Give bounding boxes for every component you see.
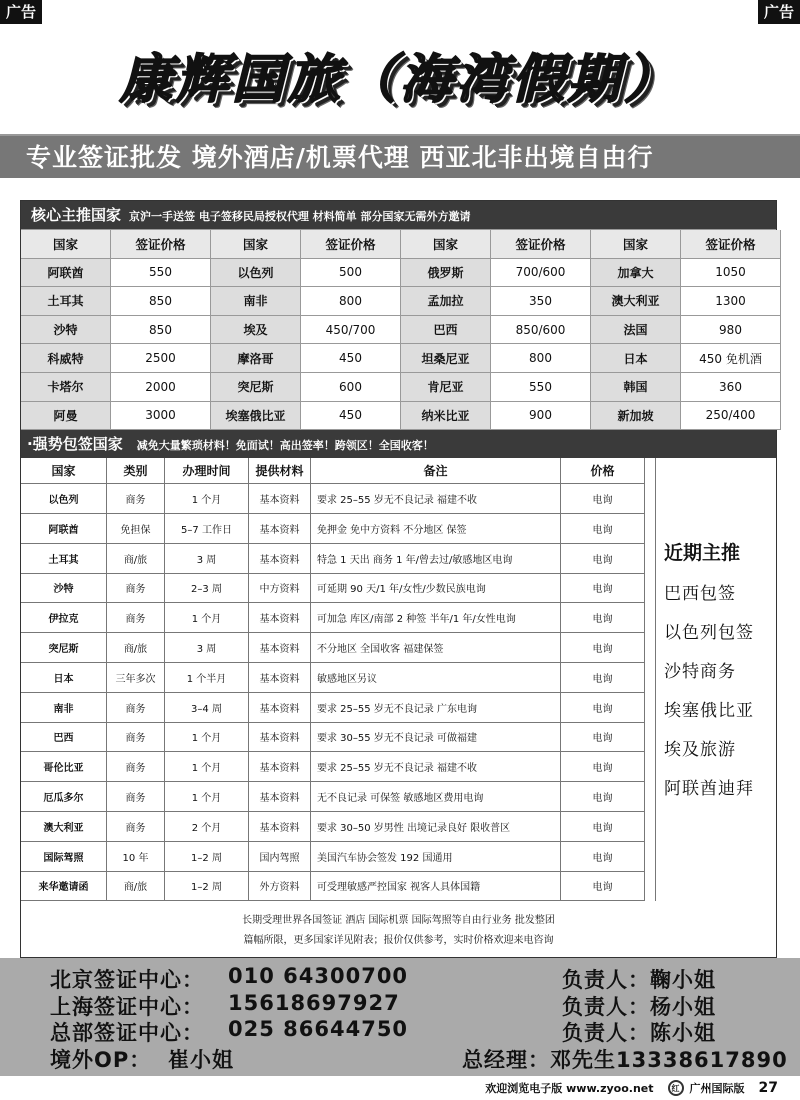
remarks-cell: 要求 30–50 岁男性 出境记录良好 限收普区 [311, 812, 561, 842]
country-cell: 法国 [591, 316, 681, 345]
recent-recommendations [655, 458, 776, 901]
price-cell: 850/600 [491, 316, 591, 345]
category-cell: 商/旅 [107, 872, 165, 902]
column-header: 国家 [401, 230, 491, 259]
materials-cell: 基本资料 [249, 544, 311, 574]
price-cell: 电询 [561, 842, 645, 872]
duration-cell: 1 个月 [165, 603, 249, 633]
price-cell: 2500 [111, 344, 211, 373]
country-cell: 澳大利亚 [21, 812, 107, 842]
remarks-cell: 免押金 免中方资料 不分地区 保签 [311, 514, 561, 544]
country-cell: 沙特 [21, 574, 107, 604]
duration-cell: 5–7 工作日 [165, 514, 249, 544]
contact-row [50, 991, 800, 1018]
column-header: 国家 [21, 230, 111, 259]
ad-label-right: 广告 [758, 0, 800, 24]
services-banner: 专业签证批发 境外酒店/机票代理 西亚北非出境自由行 [0, 134, 800, 178]
materials-cell: 基本资料 [249, 633, 311, 663]
recent-item: 阿联酋迪拜 [664, 779, 754, 800]
country-cell: 以色列 [211, 259, 301, 288]
visa-panel [20, 200, 777, 958]
country-cell: 纳米比亚 [401, 402, 491, 431]
price-cell: 电询 [561, 693, 645, 723]
materials-cell: 基本资料 [249, 663, 311, 693]
country-cell: 南非 [211, 287, 301, 316]
column-header: 签证价格 [111, 230, 211, 259]
contact-phone: 010 64300700 [228, 964, 409, 988]
category-cell: 免担保 [107, 514, 165, 544]
country-cell: 突尼斯 [211, 373, 301, 402]
page-footer [0, 1076, 800, 1100]
recent-item: 巴西包签 [664, 584, 736, 605]
remarks-cell: 要求 25–55 岁无不良记录 福建不收 [311, 752, 561, 782]
remarks-cell: 可受理敏感严控国家 视客人具体国籍 [311, 872, 561, 902]
contact-block [0, 958, 800, 1076]
country-cell: 日本 [591, 344, 681, 373]
country-cell: 来华邀请函 [21, 872, 107, 902]
price-cell: 450 免机酒 [681, 344, 781, 373]
materials-cell: 基本资料 [249, 693, 311, 723]
op-name: 崔小姐 [168, 1047, 234, 1072]
price-cell: 电询 [561, 872, 645, 902]
category-cell: 商务 [107, 752, 165, 782]
duration-cell: 3 周 [165, 633, 249, 663]
materials-cell: 国内驾照 [249, 842, 311, 872]
price-cell: 700/600 [491, 259, 591, 288]
contact-label: 北京签证中心： [50, 968, 204, 992]
package-countries-header [21, 430, 776, 458]
remarks-cell: 要求 30–55 岁无不良记录 可做福建 [311, 723, 561, 753]
category-cell: 商/旅 [107, 633, 165, 663]
price-cell: 电询 [561, 484, 645, 514]
contact-phone: 025 86644750 [228, 1017, 409, 1041]
country-cell: 俄罗斯 [401, 259, 491, 288]
country-cell: 新加坡 [591, 402, 681, 431]
price-cell: 电询 [561, 723, 645, 753]
country-cell: 卡塔尔 [21, 373, 111, 402]
country-cell: 哥伦比亚 [21, 752, 107, 782]
price-cell: 电询 [561, 603, 645, 633]
country-cell: 土耳其 [21, 287, 111, 316]
duration-cell: 1 个月 [165, 752, 249, 782]
op-label: 境外OP： [50, 1047, 152, 1072]
price-cell: 980 [681, 316, 781, 345]
category-cell: 三年多次 [107, 663, 165, 693]
contact-label: 总部签证中心： [50, 1021, 204, 1045]
duration-cell: 1–2 周 [165, 872, 249, 902]
price-cell: 电询 [561, 782, 645, 812]
country-cell: 澳大利亚 [591, 287, 681, 316]
package-table [21, 458, 655, 901]
column-header: 价格 [561, 458, 645, 484]
materials-cell: 基本资料 [249, 603, 311, 633]
price-cell: 550 [111, 259, 211, 288]
edition-name: 广州国际版 [689, 1082, 745, 1095]
country-cell: 巴西 [21, 723, 107, 753]
price-cell: 2000 [111, 373, 211, 402]
column-header: 国家 [211, 230, 301, 259]
page-number: 27 [758, 1080, 778, 1096]
country-cell: 突尼斯 [21, 633, 107, 663]
recent-item: 埃塞俄比亚 [664, 701, 754, 722]
column-header: 签证价格 [301, 230, 401, 259]
duration-cell: 2–3 周 [165, 574, 249, 604]
price-cell: 900 [491, 402, 591, 431]
country-cell: 孟加拉 [401, 287, 491, 316]
category-cell: 商务 [107, 693, 165, 723]
price-cell: 450/700 [301, 316, 401, 345]
recent-item: 埃及旅游 [664, 740, 736, 761]
category-cell: 商务 [107, 812, 165, 842]
country-cell: 科威特 [21, 344, 111, 373]
price-cell: 电询 [561, 514, 645, 544]
recent-item: 以色列包签 [664, 623, 754, 644]
country-cell: 摩洛哥 [211, 344, 301, 373]
country-cell: 国际驾照 [21, 842, 107, 872]
country-cell: 埃及 [211, 316, 301, 345]
op-row [50, 1044, 800, 1071]
remarks-cell: 可延期 90 天/1 年/女性/少数民族电询 [311, 574, 561, 604]
duration-cell: 2 个月 [165, 812, 249, 842]
duration-cell: 1 个半月 [165, 663, 249, 693]
duration-cell: 3–4 周 [165, 693, 249, 723]
materials-cell: 外方资料 [249, 872, 311, 902]
category-cell: 10 年 [107, 842, 165, 872]
price-cell: 600 [301, 373, 401, 402]
country-cell: 阿联酋 [21, 259, 111, 288]
category-cell: 商务 [107, 484, 165, 514]
price-cell: 350 [491, 287, 591, 316]
category-cell: 商/旅 [107, 544, 165, 574]
country-cell: 加拿大 [591, 259, 681, 288]
price-cell: 电询 [561, 544, 645, 574]
contact-manager: 负责人：陈小姐 [562, 1021, 716, 1045]
country-cell: 以色列 [21, 484, 107, 514]
materials-cell: 基本资料 [249, 812, 311, 842]
price-cell: 850 [111, 316, 211, 345]
category-cell: 商务 [107, 603, 165, 633]
price-cell: 360 [681, 373, 781, 402]
column-header: 类别 [107, 458, 165, 484]
package-title: ·强势包签国家 [27, 435, 123, 454]
recent-item: 沙特商务 [664, 662, 736, 683]
country-cell: 阿曼 [21, 402, 111, 431]
remarks-cell: 无不良记录 可保签 敏感地区费用电询 [311, 782, 561, 812]
column-header: 国家 [591, 230, 681, 259]
column-header: 签证价格 [491, 230, 591, 259]
remarks-cell: 要求 25–55 岁无不良记录 广东电询 [311, 693, 561, 723]
country-cell: 埃塞俄比亚 [211, 402, 301, 431]
invite-text: 欢迎浏览电子版 www.zyoo.net [485, 1082, 654, 1095]
category-cell: 商务 [107, 782, 165, 812]
price-cell: 电询 [561, 574, 645, 604]
package-table-wrap [21, 458, 776, 901]
country-cell: 坦桑尼亚 [401, 344, 491, 373]
contact-row [50, 964, 800, 991]
panel-footer [21, 901, 776, 951]
materials-cell: 基本资料 [249, 484, 311, 514]
duration-cell: 1 个月 [165, 484, 249, 514]
column-header: 提供材料 [249, 458, 311, 484]
price-cell: 3000 [111, 402, 211, 431]
price-cell: 电询 [561, 663, 645, 693]
remarks-cell: 美国汽车协会签发 192 国通用 [311, 842, 561, 872]
country-cell: 韩国 [591, 373, 681, 402]
core-price-table [21, 229, 776, 430]
column-header: 国家 [21, 458, 107, 484]
package-subtitle: 减免大量繁琐材料！免面试！高出签率！跨领区！全国收客！ [136, 439, 434, 453]
price-cell: 电询 [561, 633, 645, 663]
category-cell: 商务 [107, 723, 165, 753]
duration-cell: 1 个月 [165, 782, 249, 812]
remarks-cell: 要求 25–55 岁无不良记录 福建不收 [311, 484, 561, 514]
materials-cell: 基本资料 [249, 782, 311, 812]
price-cell: 800 [491, 344, 591, 373]
core-subtitle: 京沪一手送签 电子签移民局授权代理 材料简单 部分国家无需外方邀请 [129, 210, 471, 223]
column-header: 备注 [311, 458, 561, 484]
remarks-cell: 特急 1 天出 商务 1 年/曾去过/敏感地区电询 [311, 544, 561, 574]
publication-logo-icon: 红 [668, 1080, 684, 1096]
price-cell: 550 [491, 373, 591, 402]
contact-manager: 负责人：杨小姐 [562, 994, 716, 1019]
price-cell: 电询 [561, 812, 645, 842]
brand-title: 康辉国旅（海湾假期） [119, 49, 680, 110]
recent-title: 近期主推 [664, 542, 741, 565]
price-cell: 250/400 [681, 402, 781, 431]
materials-cell: 基本资料 [249, 723, 311, 753]
column-header: 办理时间 [165, 458, 249, 484]
country-cell: 厄瓜多尔 [21, 782, 107, 812]
contact-phone: 15618697927 [228, 990, 400, 1015]
column-header: 签证价格 [681, 230, 781, 259]
duration-cell: 1–2 周 [165, 842, 249, 872]
contact-manager: 负责人：鞠小姐 [562, 968, 716, 992]
country-cell: 土耳其 [21, 544, 107, 574]
price-cell: 850 [111, 287, 211, 316]
materials-cell: 基本资料 [249, 752, 311, 782]
price-cell: 1300 [681, 287, 781, 316]
price-cell: 电询 [561, 752, 645, 782]
country-cell: 沙特 [21, 316, 111, 345]
general-manager: 总经理：邓先生13338617890 [462, 1047, 788, 1072]
remarks-cell: 可加急 库区/南部 2 种签 半年/1 年/女性电询 [311, 603, 561, 633]
country-cell: 阿联酋 [21, 514, 107, 544]
duration-cell: 3 周 [165, 544, 249, 574]
duration-cell: 1 个月 [165, 723, 249, 753]
contact-label: 上海签证中心： [50, 994, 204, 1019]
country-cell: 日本 [21, 663, 107, 693]
country-cell: 巴西 [401, 316, 491, 345]
country-cell: 肯尼亚 [401, 373, 491, 402]
category-cell: 商务 [107, 574, 165, 604]
country-cell: 南非 [21, 693, 107, 723]
remarks-cell: 敏感地区另议 [311, 663, 561, 693]
country-cell: 伊拉克 [21, 603, 107, 633]
core-title: 核心主推国家 [31, 206, 122, 224]
core-countries-header [21, 201, 776, 229]
footer-line-1: 长期受理世界各国签证 酒店 国际机票 国际驾照等自由行业务 批发整团 [242, 915, 555, 927]
materials-cell: 基本资料 [249, 514, 311, 544]
contact-row [50, 1017, 800, 1044]
price-cell: 450 [301, 402, 401, 431]
materials-cell: 中方资料 [249, 574, 311, 604]
brand-logo [20, 40, 780, 120]
price-cell: 800 [301, 287, 401, 316]
remarks-cell: 不分地区 全国收客 福建保签 [311, 633, 561, 663]
footer-line-2: 篇幅所限，更多国家详见附表；报价仅供参考，实时价格欢迎来电咨询 [243, 935, 554, 947]
price-cell: 450 [301, 344, 401, 373]
price-cell: 1050 [681, 259, 781, 288]
ad-label-left: 广告 [0, 0, 42, 24]
price-cell: 500 [301, 259, 401, 288]
